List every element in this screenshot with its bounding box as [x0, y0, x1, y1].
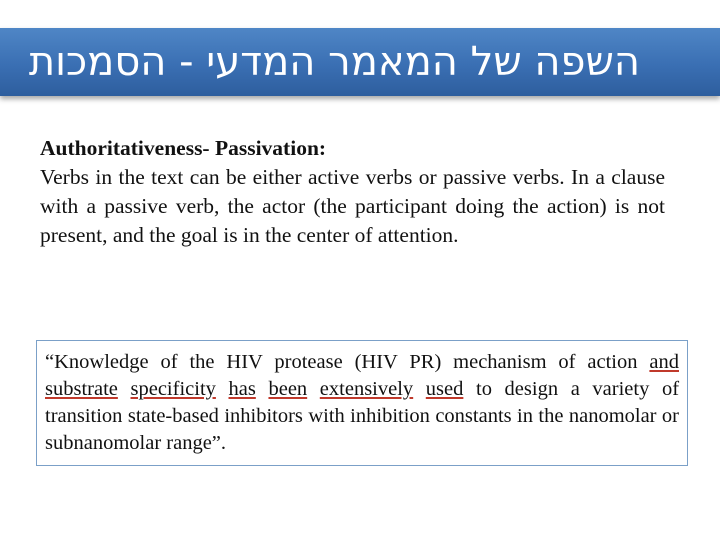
title-bar	[0, 28, 720, 96]
quote-box	[36, 340, 688, 466]
quote-underlined-word: has	[228, 378, 256, 400]
quote-text-end: to design a variety of transition state-based inhibitors with inhibition constants in the nanomolar or subnanomolar range”.	[45, 378, 680, 454]
body-text	[40, 134, 665, 250]
section-heading: Authoritativeness- Passivation:	[40, 136, 327, 160]
quote-text-start: “Knowledge of the HIV protease (HIV PR) mechanism of action	[45, 351, 650, 373]
quote-underlined-word: specificity	[130, 378, 216, 400]
body-paragraph: Verbs in the text can be either active verbs or passive verbs. In a clause with a passive verb, the actor (the participant doing the action) is not present, and the goal is in the center of attention.	[40, 165, 665, 247]
quote-underlined-word: been	[268, 378, 308, 400]
quote-underlined-word: and	[649, 351, 679, 373]
slide-title: השפה של המאמר המדעי - הסמכות	[28, 39, 640, 85]
quote-underlined-word: substrate	[45, 378, 118, 400]
quote-underlined-word: used	[425, 378, 464, 400]
quote-underlined-word: extensively	[319, 378, 414, 400]
